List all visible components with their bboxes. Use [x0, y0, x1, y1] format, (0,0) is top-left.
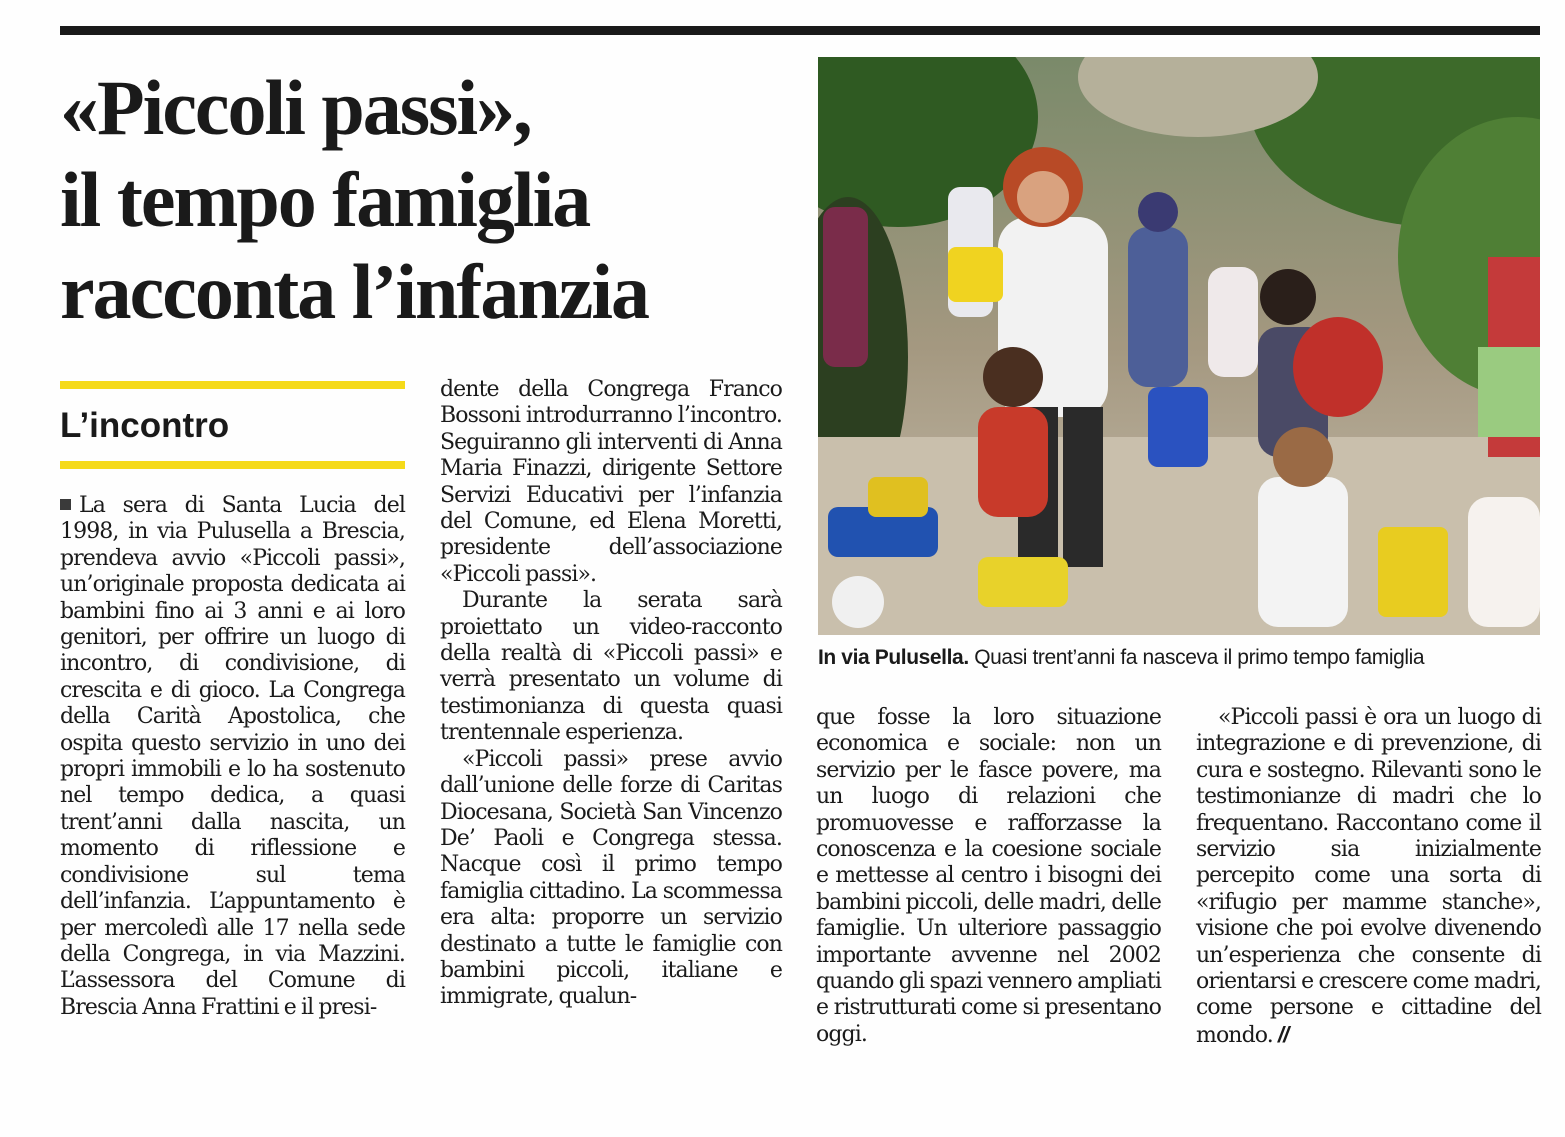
paragraph: Durante la serata sarà proiettato un video-racconto della realtà di «Piccoli passi» e verrà presentato un volume di testimonianza di questa quasi trentennale esperienza.	[440, 588, 782, 746]
text-column-3	[816, 705, 1161, 1048]
section-label: L’incontro	[60, 406, 230, 445]
bullet-icon	[60, 499, 71, 510]
headline	[60, 62, 800, 338]
headline-line: «Piccoli passi»,	[60, 64, 531, 151]
text-column-1	[60, 493, 405, 1021]
paragraph	[1196, 705, 1541, 1049]
end-mark: //	[1277, 1021, 1289, 1047]
paragraph: que fosse la loro situazione economica e sociale: non un servizio per le fasce povere, ma un luogo di relazioni che promuovesse e rafforzasse la conoscenza e la coesione sociale e mettesse al centro i bisogni dei bambini piccoli, delle madri, delle famiglie. Un ulteriore passaggio importante avvenne nel 2002 quando gli spazi vennero ampliati e ristrutturati come si presentano oggi.	[816, 705, 1161, 1047]
headline-line: il tempo famiglia	[60, 156, 590, 243]
text-column-4	[1196, 705, 1541, 1049]
caption-text: Quasi trent’anni fa nasceva il primo tempo famiglia	[974, 646, 1425, 669]
headline-line: racconta l’infanzia	[60, 248, 649, 335]
paragraph: dente della Congrega Franco Bossoni introdurranno l’incontro. Seguiranno gli interventi di Anna Maria Finazzi, dirigente Settore Servizi Educativi per l’infanzia del Comune, ed Elena Moretti, presidente dell’associazione «Piccoli passi».	[440, 377, 782, 587]
caption-lead: In via Pulusella.	[818, 646, 969, 669]
section-bar-bottom	[60, 461, 405, 469]
photo-caption	[818, 644, 1540, 672]
paragraph-text: La sera di Santa Lucia del 1998, in via Pulusella a Brescia, prendeva avvio «Piccoli passi», un’originale proposta dedicata ai bambini fino ai 3 anni e ai loro genitori, per offrire un luogo di incontro, di condivisione, di crescita e di gioco. La Congrega della Carità Apostolica, che ospita questo servizio in uno dei propri immobili e lo ha sostenuto nel tempo dedica, a quasi trent’anni dalla nascita, un momento di riflessione e condivisione sul tema dell’infanzia. L’appuntamento è per mercoledì alle 17 nella sede della Congrega, in via Mazzini. L’assessora del Comune di Brescia Anna Frattini e il presi-	[60, 493, 405, 1020]
top-rule	[60, 26, 1540, 35]
article-photo	[818, 57, 1540, 635]
section-bar-top	[60, 381, 405, 389]
text-column-2	[440, 377, 782, 1011]
paragraph-text: «Piccoli passi è ora un luogo di integrazione e di prevenzione, di cura e sostegno. Rilevanti sono le testimonianze di madri che lo frequentano. Raccontano come il servizio sia inizialmente percepito come una sorta di «rifugio per mamme stanche», visione che poi evolve divenendo un’esperienza che consente di orientarsi e crescere come madri, come persone e cittadine del mondo.	[1196, 705, 1541, 1048]
paragraph	[60, 493, 405, 1021]
paragraph: «Piccoli passi» prese avvio dall’unione delle forze di Caritas Diocesana, Società San Vincenzo De’ Paoli e Congrega stessa. Nacque così il primo tempo famiglia cittadino. La scommessa era alta: proporre un servizio destinato a tutte le famiglie con bambini piccoli, italiane e immigrate, qualun-	[440, 746, 782, 1010]
